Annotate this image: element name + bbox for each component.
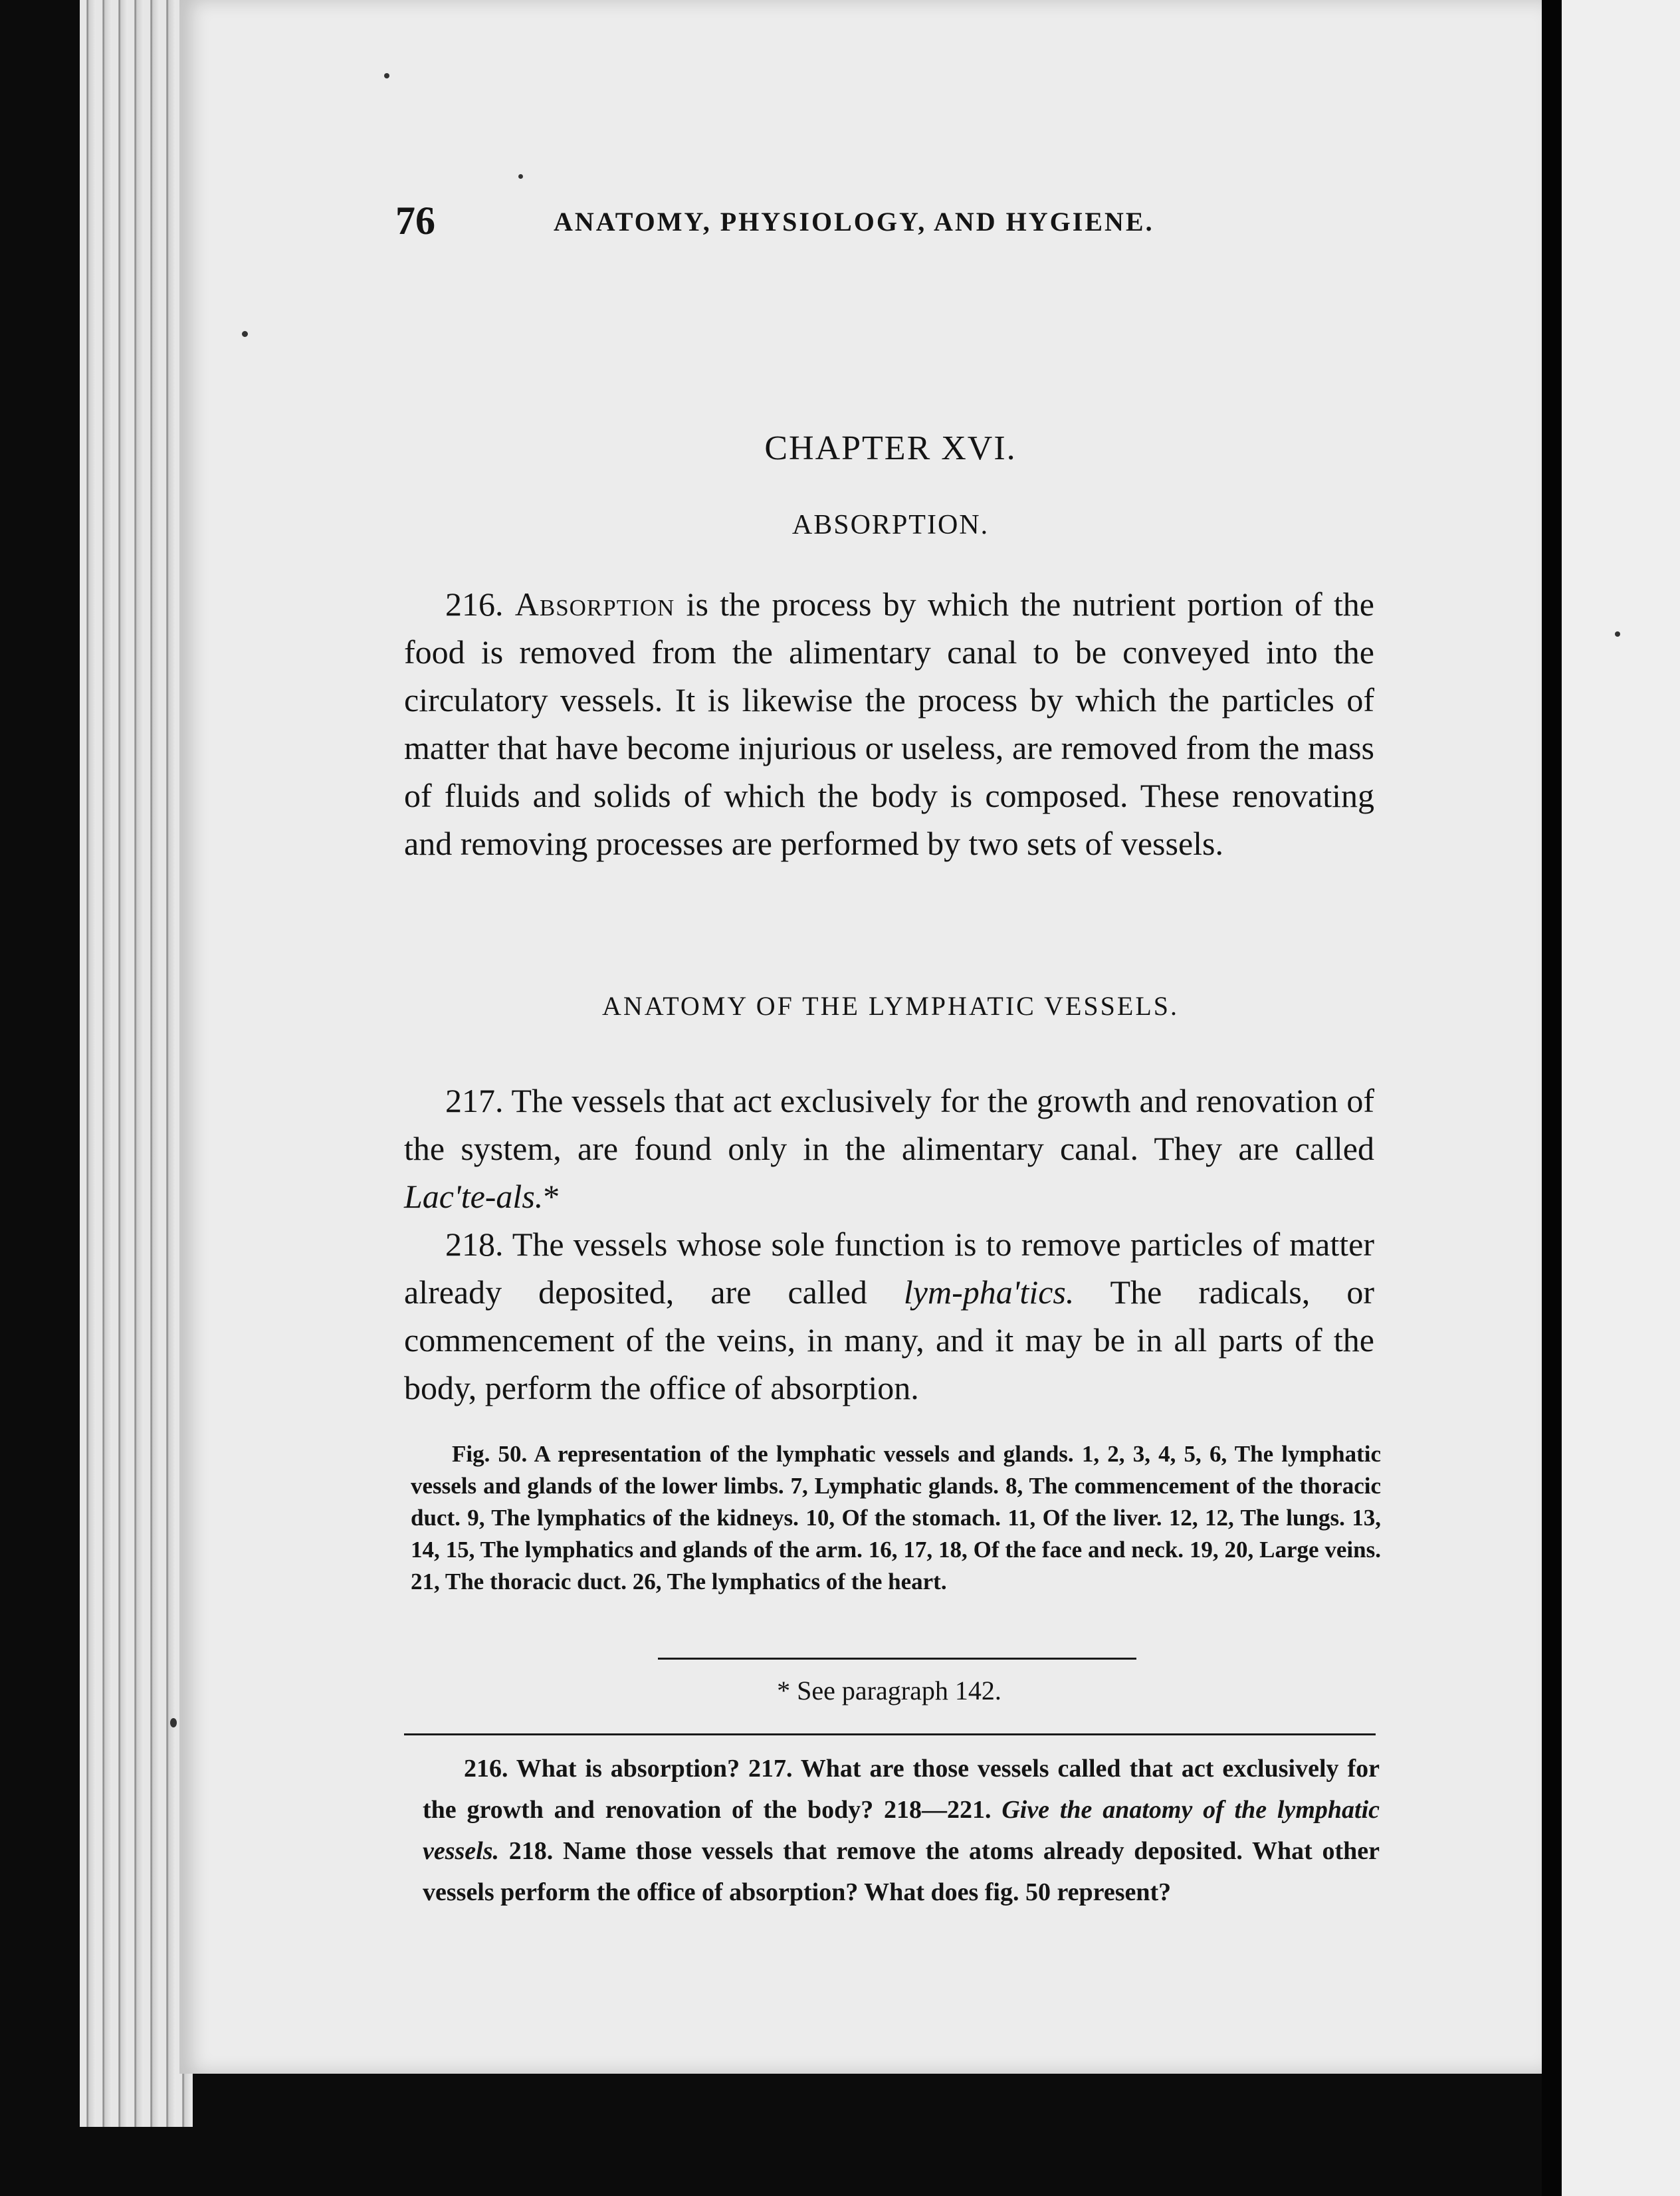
paragraph-218: [404, 1220, 1374, 1412]
scan-speck: [170, 1718, 177, 1727]
questions-rule: [404, 1733, 1376, 1735]
figure-caption: Fig. 50. A representation of the lymphatic vessels and glands. 1, 2, 3, 4, 5, 6, The lymphatic vessels and glands of the lower limbs. 7, Lymphatic glands. 8, The commencement of the thoracic duct. 9, The lymphatics of the kidneys. 10, Of the stomach. 11, Of the liver. 12, 12, The lungs. 13, 14, 15, The lymphatics and glands of the arm. 16, 17, 18, Of the face and neck. 19, 20, Large veins. 21, The thoracic duct. 26, The lymphatics of the heart.: [411, 1441, 1381, 1594]
term-italic: Lac'te-als.: [404, 1178, 544, 1215]
paragraph-217: [404, 1077, 1374, 1220]
subheading: ANATOMY OF THE LYMPHATIC VESSELS.: [601, 991, 1180, 1021]
section-title: ABSORPTION.: [791, 510, 990, 540]
paragraph-216: [404, 580, 1374, 867]
running-title: ANATOMY, PHYSIOLOGY, AND HYGIENE.: [554, 207, 1154, 237]
paragraph-text: is the process by which the nutrient portion of the food is removed from the alimentary canal to be conveyed into the circulatory vessels. It is likewise the process by which the particles of matter that have become injurious or useless, are removed from the mass of fluids and solids of which the body is composed. These renovating and removing processes are performed by two sets of vessels.: [404, 586, 1374, 862]
question-text: 216. What is absorption? 217. What are those vessels called that act exclusively for the growth and renovation of the body? 218—221.: [423, 1755, 1380, 1824]
facing-page-edge: [1562, 0, 1680, 2196]
question-text: 218. Name those vessels that remove the atoms already deposited. What other vessels perform the office of absorption? What does fig. 50 represent?: [423, 1837, 1380, 1906]
footnote-mark: *: [543, 1178, 560, 1215]
scan-speck: [384, 73, 389, 78]
review-questions: [423, 1748, 1380, 1913]
lead-term: Absorption: [514, 586, 675, 623]
footnote-rule: [658, 1658, 1136, 1660]
scan-speck: [1615, 631, 1620, 637]
paragraph-text: The vessels that act exclusively for the growth and renovation of the system, are found only in the alimentary canal. They are called: [404, 1082, 1374, 1167]
scan-speck: [518, 174, 523, 179]
paragraph-number: 217.: [445, 1082, 504, 1119]
footnote: * See paragraph 142.: [777, 1676, 1001, 1705]
chapter-title: CHAPTER XVI.: [764, 429, 1017, 467]
running-head: [395, 198, 1392, 251]
paragraph-number: 218.: [445, 1226, 504, 1263]
paragraph-number: 216.: [445, 586, 504, 623]
page-edges: [80, 0, 193, 2127]
scan-speck: [242, 331, 248, 337]
paragraph-text: The radicals, or commencement of the veins, in many, and it may be in all parts of the body, perform the office of absorption.: [404, 1273, 1375, 1406]
question-italic: Give the anatomy of the lymphatic vessels.: [423, 1796, 1380, 1865]
term-italic: lym-pha'tics.: [903, 1273, 1075, 1311]
page-number: 76: [395, 199, 435, 243]
book-gutter: [1542, 0, 1562, 2196]
paragraph-text: The vessels whose sole function is to remove particles of matter already deposited, are called: [404, 1226, 1374, 1311]
